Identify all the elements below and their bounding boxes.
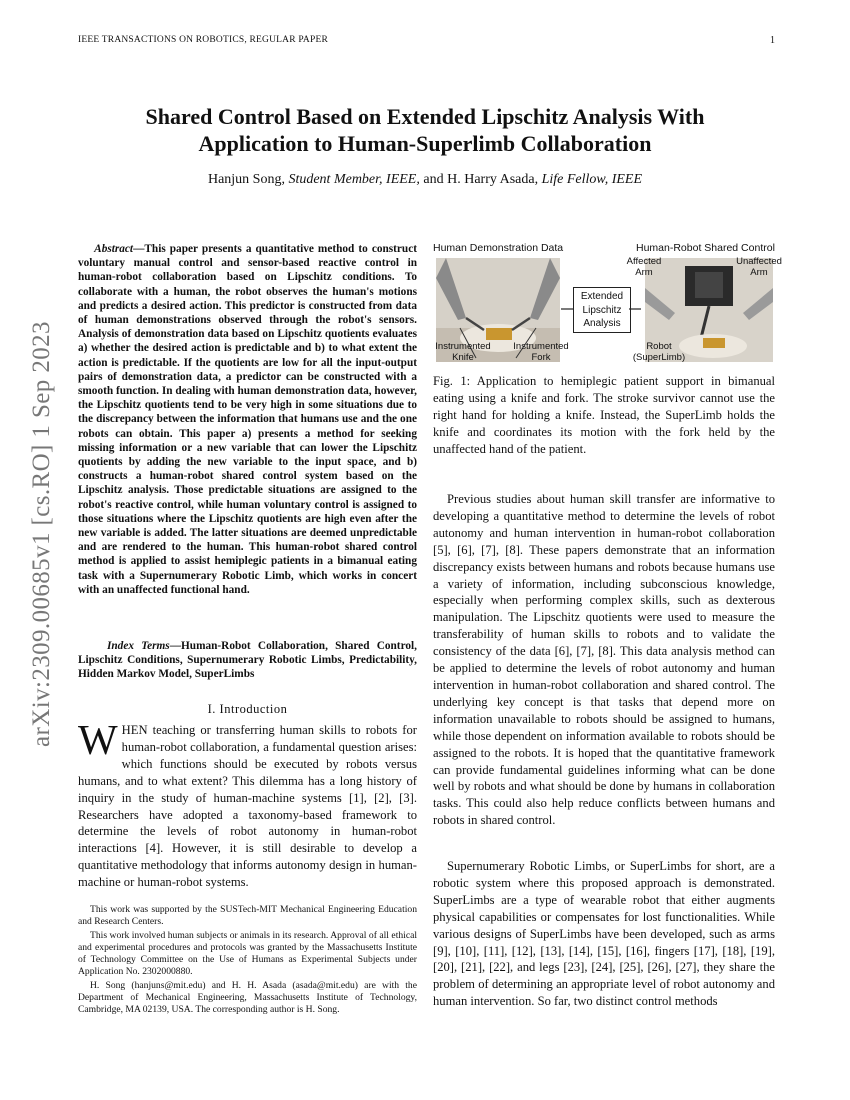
arxiv-stamp: [22, 300, 62, 780]
title-line-1: Shared Control Based on Extended Lipschitz Analysis With: [145, 104, 705, 129]
abstract: [78, 242, 417, 597]
author-2: H. Harry Asada,: [447, 172, 539, 187]
label-fork: [511, 341, 571, 363]
label-knife-line1: Instrumented: [435, 341, 491, 352]
abstract-label: Abstract: [94, 243, 134, 255]
label-affected: [621, 256, 667, 278]
box-line-2: Lipschitz: [582, 304, 622, 316]
paragraph-1-text: Previous studies about human skill transfer are informative to developing a quantitative method to determine the levels of robot autonomy and human intervention in human-robot collaboration [5], [6], [7], [8]. These papers demonstrate that an information discrepancy exists between humans and robots because humans use a variety of information, including subconscious knowledge, especially when performing complex skills, such as dexterous manipulation. The Lipschitz quotients were used to measure the transferability of human skills to robots and to validate the consistency of the data [6], [7], [8]. This data analysis method can be applied to determine the levels of robot autonomy and human intervention in human-robot collaboration and shared control. The underlying key concept is that tasks that depend more on information unavailable to robots should be assigned to humans, while those dependent on information available to robots should be assigned to the robots. It is hoped that the quantitative framework can provide fundamental guidelines informing what can be done well by robots and what should be done by humans in collaboration tasks. This could also help reduce conflicts between humans and robots in shared control.: [433, 492, 775, 828]
label-knife-line2: Knife: [452, 352, 474, 363]
paper-title: [80, 103, 770, 157]
label-fork-line1: Instrumented: [513, 341, 569, 352]
footnotes: [78, 904, 417, 1018]
index-terms-text: —Human-Robot Collaboration, Shared Control, Lipschitz Conditions, Supernumerary Robotic Limbs, Predictability, Hidden Markov Model, SuperLimbs: [78, 640, 417, 681]
index-terms: [78, 639, 417, 682]
figure-1-caption: Fig. 1: Application to hemiplegic patient support in bimanual eating using a knife and fork. The stroke survivor cannot use the right hand for holding a knife. Instead, the SuperLimb holds the knife and coordinates its motion with the fork held by the unaffected hand of the patient.: [433, 374, 775, 456]
label-unaffected-line2: Arm: [750, 267, 768, 278]
abstract-text: —This paper presents a quantitative method to construct voluntary manual control and sensor-based reactive control in human-robot collaboration based on Lipschitz conditions. To collaborate with a human, the robot observes the human's motions and predicts a desired action. This predictor is constructed from data of human demonstrations observed through the robot's sensors. Analysis of demonstration data based on Lipschitz quotients evaluates a) whether the desired action is predictable and b) to what extent the action is predictable. If the quotients are low for all the input-output pairs of demonstration data, a predictor can be constructed with a smooth function. In dealing with human demonstration data, however, the Lipschitz quotients tend to be very high in some situations due to the discrepancy between the information that humans use and the one robots can obtain. This paper a) presents a method for seeking missing information or a new variable that can lower the Lipschitz quotients by adding the new variable to the input space, and b) constructs a human-robot shared control system based on the Lipschitz analysis. Those predictable situations are assigned to the robot's reactive control, while human voluntary control is assigned to those situations where the Lipschitz quotients are high even after the new variable is added. The latter situations are deemed unpredictable and are rendered to the human. This human-robot shared control method is applied to assist hemiplegic patients in a bimanual eating task with a Supernumerary Robotic Limb, which works in concert with an unaffected functional hand.: [78, 243, 417, 596]
arxiv-stamp-text: arXiv:2309.00685v1 [cs.RO] 1 Sep 2023: [28, 321, 55, 747]
intro-text: HEN teaching or transferring human skills to robots for human-robot collaboration, a fundamental question arises: which functions should be executed by robots versus humans, and to what extent? This dilemma has a long history of inquiry in the study of human-machine systems [1], [2], [3]. Researchers have adopted a taxonomy-based framework to determine the levels of robot autonomy in human-robot interactions [4]. However, it is still desirable to develop a quantitative methodology that informs autonomy design in human-machine or human-robot systems.: [78, 723, 417, 890]
label-robot: [629, 341, 689, 363]
label-unaffected: [733, 256, 785, 278]
flow-arrows: [559, 300, 659, 320]
footnote-funding: This work was supported by the SUSTech-MIT Mechanical Engineering Education and Research Centers.: [78, 904, 417, 927]
label-fork-line2: Fork: [531, 352, 551, 363]
paragraph-previous-studies: [433, 491, 775, 829]
label-affected-line2: Arm: [635, 267, 653, 278]
intro-paragraph: [78, 718, 417, 891]
box-line-3: Analysis: [583, 318, 621, 329]
index-terms-label: Index Terms: [107, 640, 170, 652]
section-heading: I. Introduction: [207, 702, 288, 716]
paragraph-superlimbs: [433, 858, 775, 1010]
author-conjunction: and: [423, 172, 444, 187]
label-knife: [433, 341, 493, 363]
label-affected-line1: Affected: [626, 256, 662, 267]
box-line-1: Extended: [580, 291, 624, 302]
author-1-role: Student Member, IEEE,: [288, 172, 420, 187]
author-1: Hanjun Song,: [207, 172, 285, 187]
fig-left-title: Human Demonstration Data: [433, 242, 564, 254]
author-2-role: Life Fellow, IEEE: [541, 172, 643, 187]
running-title: IEEE TRANSACTIONS ON ROBOTICS, REGULAR PAPER: [78, 35, 329, 45]
fig-right-title: Human-Robot Shared Control: [636, 242, 775, 254]
author-line: [80, 172, 770, 188]
title-line-2: Application to Human-Superlimb Collaboration: [198, 131, 652, 156]
drop-cap: W: [78, 718, 118, 764]
footnote-affiliation: H. Song (hanjuns@mit.edu) and H. H. Asada (asada@mit.edu) are with the Department of Mechanical Engineering, Massachusetts Institute of Technology, Cambridge, MA 02139, USA. The corresponding author is H. Song.: [78, 980, 417, 1015]
label-robot-line2: (SuperLimb): [632, 352, 686, 363]
footnote-ethics: This work involved human subjects or animals in its research. Approval of all ethical and experimental procedures and protocols was granted by the Massachusetts Institute of Technology Committee on the Use of Humans as Experimental Subjects under Application No. 2302000880.: [78, 930, 417, 977]
label-unaffected-line1: Unaffected: [736, 256, 782, 267]
paragraph-2-text: Supernumerary Robotic Limbs, or SuperLimbs for short, are a robotic system where this proposed approach is demonstrated. SuperLimbs are a type of wearable robot that either augments physical capabilities or compensates for lost functionalities. While various designs of SuperLimbs have been developed, such as arms [9], [10], [11], [12], [13], [14], [15], [16], fingers [17], [18], [19], [20], [21], [22], and legs [23], [24], [25], [26], [27], they share the problem of determining an appropriate level of robot autonomy and human intervention. So far, two distinct control methods: [433, 859, 775, 1009]
page-number: 1: [770, 35, 775, 46]
figure-1: [433, 240, 782, 370]
label-robot-line1: Robot: [646, 341, 672, 352]
